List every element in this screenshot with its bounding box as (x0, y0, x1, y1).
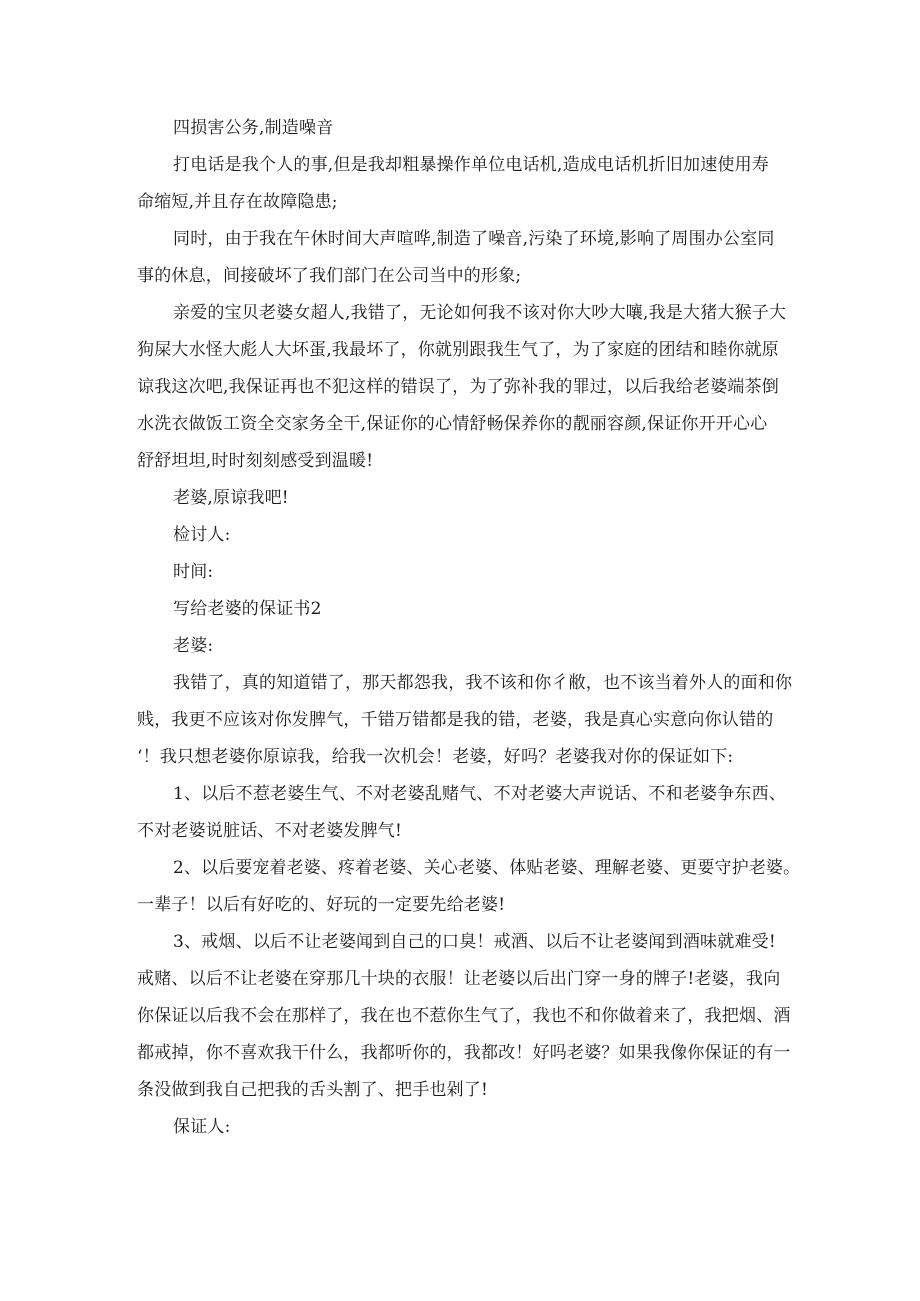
date-label: 时间: (173, 562, 214, 582)
paragraph-line: 你保证以后我不会在那样了，我在也不惹你生气了，我也不和你做着来了，我把烟、酒 (137, 1006, 791, 1026)
paragraph-line: 事的休息，间接破坏了我们部门在公司当中的形象; (137, 266, 522, 286)
paragraph-line: 老婆,原谅我吧! (173, 488, 289, 508)
section-title: 写给老婆的保证书2 (173, 599, 322, 619)
paragraph-line: 狗屎大水怪大彪人大坏蛋,我最坏了，你就别跟我生气了，为了家庭的团结和睦你就原 (137, 340, 780, 360)
paragraph-line: 一辈子！以后有好吃的、好玩的一定要先给老婆! (137, 895, 506, 915)
list-item: 1、以后不惹老婆生气、不对老婆乱赌气、不对老婆大声说话、不和老婆争东西、 (173, 784, 787, 804)
paragraph-line: 水洗衣做饭工资全交家务全干,保证你的心情舒畅保养你的靓丽容颜,保证你开开心心 (137, 414, 768, 434)
paragraph-line: 打电话是我个人的事,但是我却粗暴操作单位电话机,造成电话机折旧加速使用寿 (173, 155, 770, 175)
signature-label: 检讨人: (173, 525, 231, 545)
paragraph-line: 谅我这次吧,我保证再也不犯这样的错误了，为了弥补我的罪过，以后我给老婆端茶倒 (137, 377, 780, 397)
salutation: 老婆: (173, 636, 214, 656)
section-heading: 四损害公务,制造噪音 (173, 118, 334, 138)
guarantor-label: 保证人: (173, 1117, 231, 1137)
paragraph-line: 戒赌、以后不让老婆在穿那几十块的衣服！让老婆以后出门穿一身的牌子!老婆，我向 (137, 969, 781, 989)
paragraph-line: 亲爱的宝贝老婆女超人,我错了，无论如何我不该对你大吵大嚷,我是大猪大猴子大 (173, 303, 787, 323)
paragraph-line: 我错了，真的知道错了，那天都怨我，我不该和你彳敝，也不该当着外人的面和你 (173, 673, 793, 693)
paragraph-line: 都戒掉，你不喜欢我干什么，我都听你的，我都改！好吗老婆？如果我像你保证的有一 (137, 1043, 791, 1063)
paragraph-line: 同时，由于我在午休时间大声喧哗,制造了噪音,污染了环境,影响了周围办公室同 (173, 229, 775, 249)
paragraph-line: 舒舒坦坦,时时刻刻感受到温暖! (137, 451, 374, 471)
paragraph-line: 贱，我更不应该对你发脾气，千错万错都是我的错，老婆，我是真心实意向你认错的 (137, 710, 774, 730)
list-item: 3、戒烟、以后不让老婆闻到自己的口臭！戒酒、以后不让老婆闻到酒味就难受! (173, 932, 776, 952)
paragraph-line: 命缩短,并且存在故障隐患; (137, 192, 338, 212)
paragraph-line: 不对老婆说脏话、不对老婆发脾气! (137, 821, 403, 841)
paragraph-line: ‘！我只想老婆你原谅我，给我一次机会！老婆，好吗？老婆我对你的保证如下: (137, 747, 734, 767)
list-item: 2、以后要宠着老婆、疼着老婆、关心老婆、体贴老婆、理解老婆、更要守护老婆。 (173, 858, 801, 878)
paragraph-line: 条没做到我自己把我的舌头割了、把手也剁了! (137, 1080, 489, 1100)
